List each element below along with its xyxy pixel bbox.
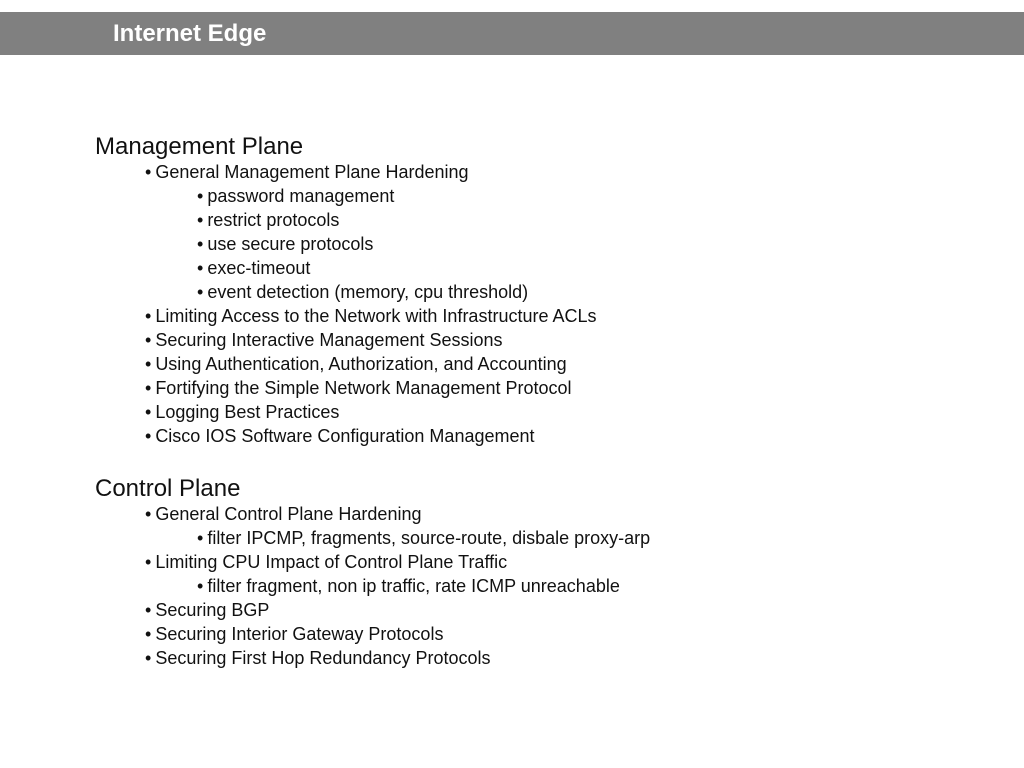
bullet-item: • Logging Best Practices (145, 402, 340, 422)
sub-bullet-item: • password management (197, 186, 395, 206)
bullet-glyph: • (145, 648, 152, 668)
bullet-glyph: • (145, 426, 152, 446)
bullet-glyph: • (145, 504, 152, 524)
section-control-plane (95, 475, 995, 670)
bullet-item: • Securing BGP (145, 600, 270, 620)
section-heading: Management Plane (95, 133, 304, 160)
bullet-glyph: • (145, 330, 152, 350)
section-management-plane (95, 133, 995, 448)
title-bar (0, 12, 1024, 55)
bullet-glyph: • (197, 234, 204, 254)
bullet-glyph: • (145, 378, 152, 398)
sub-bullet-item: • filter fragment, non ip traffic, rate ICMP unreachable (197, 576, 620, 596)
bullet-glyph: • (145, 402, 152, 422)
bullet-item: • Limiting CPU Impact of Control Plane Traffic (145, 552, 508, 572)
bullet-glyph: • (145, 162, 152, 182)
bullet-glyph: • (197, 576, 204, 596)
bullet-item: • Fortifying the Simple Network Management Protocol (145, 378, 572, 398)
bullet-glyph: • (145, 354, 152, 374)
bullet-glyph: • (197, 186, 204, 206)
bullet-glyph: • (197, 528, 204, 548)
bullet-item: • General Control Plane Hardening (145, 504, 422, 524)
bullet-glyph: • (145, 306, 152, 326)
sub-bullet-item: • use secure protocols (197, 234, 374, 254)
bullet-item: • Limiting Access to the Network with Infrastructure ACLs (145, 306, 597, 326)
bullet-item: • Securing Interior Gateway Protocols (145, 624, 444, 644)
slide-title: Internet Edge (113, 20, 267, 47)
bullet-glyph: • (197, 282, 204, 302)
sub-bullet-item: • restrict protocols (197, 210, 340, 230)
bullet-glyph: • (197, 258, 204, 278)
bullet-item: • Cisco IOS Software Configuration Management (145, 426, 535, 446)
sub-bullet-item: • filter IPCMP, fragments, source-route, disbale proxy-arp (197, 528, 651, 548)
sub-bullet-item: • event detection (memory, cpu threshold) (197, 282, 529, 302)
bullet-item: • Securing Interactive Management Sessions (145, 330, 503, 350)
bullet-glyph: • (145, 624, 152, 644)
slide-content (95, 133, 995, 670)
bullet-item: • Using Authentication, Authorization, and Accounting (145, 354, 567, 374)
bullet-glyph: • (197, 210, 204, 230)
bullet-item: • Securing First Hop Redundancy Protocols (145, 648, 491, 668)
sub-bullet-item: • exec-timeout (197, 258, 311, 278)
bullet-item: • General Management Plane Hardening (145, 162, 469, 182)
bullet-glyph: • (145, 600, 152, 620)
section-heading: Control Plane (95, 475, 241, 502)
bullet-glyph: • (145, 552, 152, 572)
